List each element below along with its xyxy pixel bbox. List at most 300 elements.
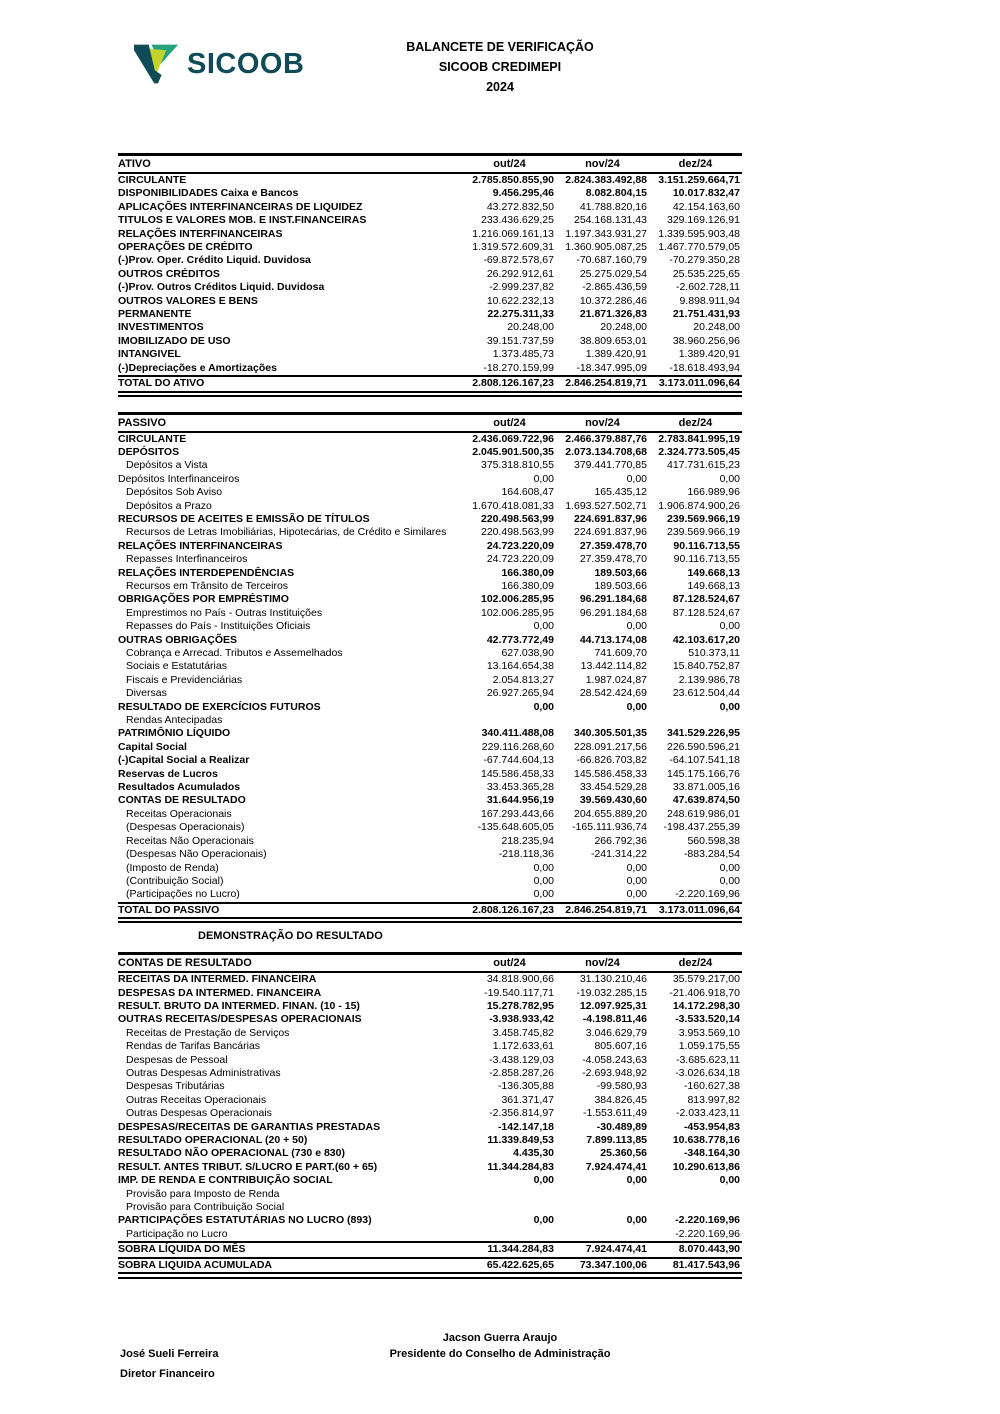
column-header: out/24 xyxy=(463,155,556,174)
row-value: 33.454.529,28 xyxy=(579,781,647,794)
row-value: 3.458.745,82 xyxy=(492,1026,554,1039)
row-label: IMOBILIZADO DE USO xyxy=(118,334,231,347)
row-value xyxy=(463,714,556,727)
row-label: RESULTADO NÃO OPERACIONAL (730 e 830) xyxy=(118,1147,345,1160)
signature-center xyxy=(300,1330,700,1362)
table-row xyxy=(118,848,742,861)
row-label: TOTAL DO PASSIVO xyxy=(118,903,463,920)
row-value: 0,00 xyxy=(719,861,740,874)
row-label: DEPÓSITOS xyxy=(118,445,180,458)
row-value: 1.172.633,61 xyxy=(492,1040,554,1053)
table-row xyxy=(118,1201,742,1214)
row-value: -4.058.243,63 xyxy=(582,1053,647,1066)
row-value: 3.173.011.096,64 xyxy=(649,903,742,920)
row-label: DESPESAS DA INTERMED. FINANCEIRA xyxy=(118,986,322,999)
table-row xyxy=(118,794,742,807)
row-value: 1.373.485,73 xyxy=(492,348,554,361)
row-value: 0,00 xyxy=(719,472,740,485)
row-value: 627.038,90 xyxy=(501,647,554,659)
row-value: 7.924.474,41 xyxy=(585,1160,647,1173)
row-value: -2.693.948,92 xyxy=(582,1066,647,1079)
row-value: 2.324.773.505,45 xyxy=(658,445,740,458)
row-value: 329.169.126,91 xyxy=(667,214,740,227)
row-value: 31.644.956,19 xyxy=(486,794,554,807)
table-row xyxy=(118,187,742,200)
table-row xyxy=(118,241,742,254)
row-value: 39.151.737,59 xyxy=(486,334,554,347)
row-label: RESULTADO OPERACIONAL (20 + 50) xyxy=(118,1134,308,1146)
table-row xyxy=(118,500,742,513)
row-value xyxy=(556,714,649,727)
table-row xyxy=(118,348,742,361)
row-value: 1.059.175,55 xyxy=(678,1040,740,1053)
row-value: 2.073.134.708,68 xyxy=(565,445,647,458)
report-body xyxy=(118,153,742,1279)
table-header-row xyxy=(118,413,742,432)
table-row xyxy=(118,281,742,294)
row-value: 2.824.383.492,88 xyxy=(565,174,647,186)
table-row xyxy=(118,376,742,393)
row-label: (-)Prov. Oper. Crédito Liquid. Duvidosa xyxy=(118,254,311,267)
row-value: 8.082.804,15 xyxy=(585,187,647,200)
report-title: BALANCETE DE VERIFICAÇÃO xyxy=(406,40,594,54)
row-value: -66.826.703,82 xyxy=(576,754,647,767)
row-label: INTANGIVEL xyxy=(118,348,181,361)
row-value: 12.097.925,31 xyxy=(579,999,647,1012)
row-value: 10.017.832,47 xyxy=(672,187,740,200)
ativo-table xyxy=(118,153,742,397)
row-value: -21.406.918,70 xyxy=(669,986,740,999)
signature-left-role: Diretor Financeiro xyxy=(120,1368,215,1380)
row-value: -241.314,22 xyxy=(590,848,647,861)
row-value: 379.441.770,85 xyxy=(574,459,647,472)
row-value: 0,00 xyxy=(719,700,740,713)
table-row xyxy=(118,634,742,647)
row-value: 233.436.629,25 xyxy=(481,214,554,227)
row-label: PARTICIPAÇÕES ESTATUTÁRIAS NO LUCRO (893) xyxy=(118,1214,372,1227)
row-value xyxy=(649,714,742,727)
table-row xyxy=(118,808,742,821)
table-row xyxy=(118,674,742,687)
row-value: -99.580,93 xyxy=(596,1080,647,1093)
row-value: 33.871.005,16 xyxy=(672,781,740,794)
row-value: 2.466.379.887,76 xyxy=(565,432,647,445)
table-row xyxy=(118,335,742,348)
row-label: Provisão para Imposto de Renda xyxy=(126,1187,280,1200)
row-value: 417.731.615,23 xyxy=(667,459,740,472)
row-value: 0,00 xyxy=(533,620,554,633)
row-value: 24.723.220,09 xyxy=(486,553,554,566)
table-row xyxy=(118,1188,742,1201)
row-label: Receitas Não Operacionais xyxy=(126,834,254,847)
row-value: -3.438.129,03 xyxy=(489,1053,554,1066)
row-value: 224.691.837,96 xyxy=(574,512,647,525)
row-label: (Contribuição Social) xyxy=(126,874,224,887)
table-row xyxy=(118,526,742,539)
row-value: -2.220.169,96 xyxy=(675,1227,740,1240)
dre-table xyxy=(118,952,742,1279)
row-value: 204.655.889,20 xyxy=(574,807,647,820)
row-value: 2.783.841.995,19 xyxy=(658,432,740,445)
row-value: 3.151.259.664,71 xyxy=(658,174,740,186)
column-header: out/24 xyxy=(463,954,556,973)
row-label: Fiscais e Previdenciárias xyxy=(126,673,243,686)
column-header: dez/24 xyxy=(649,155,742,174)
row-value: 42.103.617,20 xyxy=(672,633,740,646)
row-value: 164.608,47 xyxy=(501,486,554,499)
table-row xyxy=(118,553,742,566)
row-value: 0,00 xyxy=(626,1214,647,1227)
row-value: 25.275.029,54 xyxy=(579,267,647,280)
row-label: Despesas de Pessoal xyxy=(126,1053,228,1066)
row-value: 25.360,56 xyxy=(600,1147,647,1160)
row-value: 1.389.420,91 xyxy=(585,348,647,361)
row-value: -18.347.995,09 xyxy=(576,361,647,374)
row-value: 189.503,66 xyxy=(594,566,647,579)
table-row xyxy=(118,647,742,660)
row-value: -19.540.117,71 xyxy=(484,986,554,999)
table-row xyxy=(118,513,742,526)
row-value xyxy=(463,1228,556,1242)
row-value: -160.627,38 xyxy=(683,1080,740,1093)
row-value: 34.818.900,66 xyxy=(486,973,554,986)
row-label: OUTROS CRÉDITOS xyxy=(118,267,220,280)
row-value: 38.809.653,01 xyxy=(579,334,647,347)
table-row xyxy=(118,987,742,1000)
row-value: 26.292.912,61 xyxy=(486,267,554,280)
row-label: SOBRA LIQUIDA ACUMULADA xyxy=(118,1258,463,1276)
row-value: 102.006.285,95 xyxy=(481,606,554,619)
row-value: 44.713.174,08 xyxy=(579,633,647,646)
row-label: RESULT. ANTES TRIBUT. S/LUCRO E PART.(60 + 65) xyxy=(118,1160,378,1173)
table-row xyxy=(118,1040,742,1053)
table-row xyxy=(118,432,742,446)
row-value: 1.216.069.161,13 xyxy=(472,227,554,240)
row-value: 145.586.458,33 xyxy=(574,767,647,780)
table-row xyxy=(118,687,742,700)
row-value: 21.871.326,83 xyxy=(579,308,647,321)
row-value: 254.168.131,43 xyxy=(574,214,647,227)
table-row xyxy=(118,567,742,580)
row-value: 13.164.654,38 xyxy=(486,660,554,673)
signature-left xyxy=(120,1344,218,1384)
table-row xyxy=(118,214,742,227)
row-label: OUTRAS OBRIGAÇÕES xyxy=(118,633,238,646)
column-header: nov/24 xyxy=(556,155,649,174)
row-value: 2.436.069.722,96 xyxy=(472,432,554,445)
table-header-label: ATIVO xyxy=(118,155,463,174)
row-value xyxy=(649,1201,742,1214)
table-row xyxy=(118,1174,742,1187)
row-value: 2.139.986,78 xyxy=(678,673,740,686)
table-row xyxy=(118,660,742,673)
table-row xyxy=(118,1080,742,1093)
row-value: 20.248,00 xyxy=(507,321,554,334)
row-value: 1.987.024,87 xyxy=(585,673,647,686)
row-value: 2.846.254.819,71 xyxy=(556,376,649,393)
row-value: 10.290.613,86 xyxy=(672,1160,740,1173)
row-value: 8.070.443,90 xyxy=(649,1242,742,1257)
row-label: RECURSOS DE ACEITES E EMISSÃO DE TÍTULOS xyxy=(118,512,370,525)
row-value: -453.954,83 xyxy=(683,1120,740,1133)
row-value: -2.858.287,26 xyxy=(489,1066,554,1079)
row-label: Depósitos Interfinanceiros xyxy=(118,472,240,485)
table-row xyxy=(118,754,742,767)
table-row xyxy=(118,781,742,794)
row-value: -70.279.350,28 xyxy=(669,254,740,267)
table-row xyxy=(118,1054,742,1067)
report-subtitle: SICOOB CREDIMEPI xyxy=(438,60,562,74)
row-value: 21.751.431,93 xyxy=(672,308,740,321)
row-value: 87.128.524,67 xyxy=(672,593,740,606)
row-value: -142.147,18 xyxy=(497,1120,554,1133)
table-row xyxy=(118,173,742,187)
table-row xyxy=(118,321,742,334)
table-row xyxy=(118,580,742,593)
signature-center-role: Presidente do Conselho de Administração xyxy=(389,1348,611,1360)
row-label: OBRIGAÇÕES POR EMPRÉSTIMO xyxy=(118,593,289,606)
row-value: 65.422.625,65 xyxy=(463,1258,556,1276)
row-value: 4.435,30 xyxy=(513,1147,554,1160)
row-value: -348.164,30 xyxy=(683,1147,740,1160)
row-value: 102.006.285,95 xyxy=(481,593,554,606)
row-label: APLICAÇÕES INTERFINANCEIRAS DE LIQUIDEZ xyxy=(118,200,363,213)
table-row xyxy=(118,201,742,214)
table-row xyxy=(118,701,742,714)
row-value: 11.344.284,83 xyxy=(487,1160,554,1173)
row-value: 341.529.226,95 xyxy=(667,727,740,740)
row-value: 145.586.458,33 xyxy=(481,767,554,780)
row-label: Receitas de Prestação de Serviços xyxy=(126,1026,290,1039)
column-header: nov/24 xyxy=(556,413,649,432)
row-value: 13.442.114,82 xyxy=(580,660,647,673)
table-row xyxy=(118,1094,742,1107)
row-value: 31.130.210,46 xyxy=(579,973,647,986)
row-value: 23.612.504,44 xyxy=(672,687,740,700)
row-value: 340.411.488,08 xyxy=(481,727,554,740)
table-row xyxy=(118,888,742,902)
row-value: 220.498.563,99 xyxy=(481,512,554,525)
row-value xyxy=(556,1228,649,1242)
row-label: Rendas Antecipadas xyxy=(126,714,223,727)
table-row xyxy=(118,295,742,308)
column-header: out/24 xyxy=(463,413,556,432)
row-value: 10.622.232,13 xyxy=(486,294,554,307)
row-value: -70.687.160,79 xyxy=(576,254,647,267)
table-row xyxy=(118,972,742,986)
row-value: -18.270.159,99 xyxy=(483,361,554,374)
row-value: 41.788.820,16 xyxy=(579,200,647,213)
row-value: -30.489,89 xyxy=(596,1120,647,1133)
row-label: PERMANENTE xyxy=(118,308,192,321)
row-value: 96.291.184,68 xyxy=(579,606,647,619)
row-value: 0,00 xyxy=(626,472,647,485)
row-value: 7.924.474,41 xyxy=(556,1242,649,1257)
table-header-row xyxy=(118,155,742,174)
row-label: Repasses do País - Instituições Oficiais xyxy=(126,620,311,633)
row-value: 0,00 xyxy=(626,861,647,874)
row-value: 0,00 xyxy=(626,874,647,887)
row-value: -2.220.169,96 xyxy=(675,1214,740,1227)
column-header: dez/24 xyxy=(649,954,742,973)
row-label: CIRCULANTE xyxy=(118,174,187,186)
row-value: 90.116.713,55 xyxy=(673,539,740,552)
row-value: 384.826,45 xyxy=(594,1093,647,1106)
row-label: Diversas xyxy=(126,687,167,700)
row-label: RELAÇÕES INTERFINANCEIRAS xyxy=(118,227,283,240)
row-value: -2.602.728,11 xyxy=(675,281,740,294)
row-value: 813.997,82 xyxy=(687,1093,740,1106)
row-value: 9.898.911,94 xyxy=(679,294,740,307)
row-value: 239.569.966,19 xyxy=(667,512,740,525)
row-value: -1.553.611,49 xyxy=(582,1107,647,1120)
row-value: 0,00 xyxy=(533,874,554,887)
row-value: 2.054.813,27 xyxy=(492,673,554,686)
row-value: 39.569.430,60 xyxy=(579,794,647,807)
row-value: 2.846.254.819,71 xyxy=(556,903,649,920)
row-label: Receitas Operacionais xyxy=(126,807,232,820)
table-header-label: CONTAS DE RESULTADO xyxy=(118,954,463,973)
row-value: 1.467.770.579,05 xyxy=(658,241,740,254)
row-value: 0,00 xyxy=(719,1174,740,1187)
row-value: 1.360.905.087,25 xyxy=(565,241,647,254)
row-value: 42.154.163,60 xyxy=(672,200,740,213)
row-value: 228.091.217,56 xyxy=(574,740,647,753)
row-label: Outras Despesas Administrativas xyxy=(126,1066,281,1079)
row-value: 43.272.832,50 xyxy=(486,200,554,213)
row-value: -2.356.814,97 xyxy=(489,1107,554,1120)
row-label: (Imposto de Renda) xyxy=(126,861,219,874)
column-header: nov/24 xyxy=(556,954,649,973)
row-label: (-)Depreciações e Amortizações xyxy=(118,361,277,374)
row-value: 229.116.268,60 xyxy=(481,740,554,753)
table-row xyxy=(118,593,742,606)
row-label: (-)Capital Social a Realizar xyxy=(118,754,250,767)
row-label: OUTROS VALORES E BENS xyxy=(118,294,258,307)
row-label: RECEITAS DA INTERMED. FINANCEIRA xyxy=(118,973,317,986)
row-value: 375.318.810,55 xyxy=(481,459,554,472)
table-row xyxy=(118,903,742,920)
row-value: 22.275.311,33 xyxy=(487,308,554,321)
row-value: 1.339.595.903,48 xyxy=(658,227,740,240)
table-row xyxy=(118,1013,742,1026)
row-label: Provisão para Contribuição Social xyxy=(126,1201,285,1214)
row-value: -3.026.634,18 xyxy=(675,1066,740,1079)
row-value: 340.305.501,35 xyxy=(574,727,647,740)
row-value: 239.569.966,19 xyxy=(667,526,740,539)
row-label: Rendas de Tarifas Bancárias xyxy=(126,1040,261,1053)
row-label: TOTAL DO ATIVO xyxy=(118,376,463,393)
row-label: CIRCULANTE xyxy=(118,432,187,445)
row-value: 33.453.365,28 xyxy=(486,781,554,794)
row-label: Participação no Lucro xyxy=(126,1227,228,1240)
row-label: RELAÇÕES INTERDEPENDÊNCIAS xyxy=(118,566,295,579)
row-value: 145.175.166,76 xyxy=(667,767,740,780)
report-year: 2024 xyxy=(486,80,514,94)
row-value: -18.618.493,94 xyxy=(669,361,740,374)
table-row xyxy=(118,1147,742,1160)
row-label: Depósitos Sob Aviso xyxy=(126,486,223,499)
dre-section-title: DEMONSTRAÇÃO DO RESULTADO xyxy=(198,930,383,943)
table-row xyxy=(118,1107,742,1120)
row-value xyxy=(649,1188,742,1201)
row-value: 3.953.569,10 xyxy=(678,1026,740,1039)
signature-left-name: José Sueli Ferreira xyxy=(120,1348,219,1360)
table-row xyxy=(118,875,742,888)
row-value: 3.173.011.096,64 xyxy=(649,376,742,393)
table-row xyxy=(118,862,742,875)
row-value: -19.032.285,15 xyxy=(576,986,647,999)
table-row xyxy=(118,1258,742,1276)
table-row xyxy=(118,459,742,472)
row-value: -2.999.237,82 xyxy=(489,281,554,294)
table-row xyxy=(118,362,742,376)
row-label: RESULTADO DE EXERCÍCIOS FUTUROS xyxy=(118,700,321,713)
row-label: (Despesas Operacionais) xyxy=(126,821,245,834)
row-label: RELAÇÕES INTERFINANCEIRAS xyxy=(118,539,283,552)
row-label: CONTAS DE RESULTADO xyxy=(118,794,246,807)
row-value: 10.372.286,46 xyxy=(579,294,647,307)
row-label: Despesas Tributárias xyxy=(126,1080,225,1093)
row-label: Repasses Interfinanceiros xyxy=(126,553,248,566)
table-row xyxy=(118,714,742,727)
row-value: 226.590.596,21 xyxy=(667,740,740,753)
row-value: 0,00 xyxy=(533,1174,554,1187)
row-value: 20.248,00 xyxy=(693,321,740,334)
row-value: -67.744.604,13 xyxy=(483,754,554,767)
row-value: 166.380,09 xyxy=(501,566,554,579)
logo-wordmark: SICOOB xyxy=(187,48,305,80)
row-value: 2.785.850.855,90 xyxy=(472,174,554,186)
row-label: Reservas de Lucros xyxy=(118,767,218,780)
row-value: 35.579.217,00 xyxy=(672,973,740,986)
row-value: 27.359.478,70 xyxy=(579,539,647,552)
passivo-table xyxy=(118,412,742,924)
table-row xyxy=(118,768,742,781)
row-value: 220.498.563,99 xyxy=(481,526,554,539)
row-value: 11.344.284,83 xyxy=(463,1242,556,1257)
table-row xyxy=(118,1000,742,1013)
row-value: 0,00 xyxy=(719,620,740,633)
row-value: 266.792,36 xyxy=(594,834,647,847)
row-value: 0,00 xyxy=(626,620,647,633)
row-label: Depósitos a Vista xyxy=(126,459,208,472)
table-row xyxy=(118,1242,742,1257)
row-value: -2.033.423,11 xyxy=(675,1107,740,1120)
row-value: 0,00 xyxy=(626,700,647,713)
table-row xyxy=(118,821,742,834)
row-value: 0,00 xyxy=(626,888,647,901)
row-value xyxy=(556,1201,649,1214)
row-label: Cobrança e Arrecad. Tributos e Assemelhados xyxy=(126,647,343,659)
table-row xyxy=(118,741,742,754)
row-value: 0,00 xyxy=(533,1214,554,1227)
row-value: 1.693.527.502,71 xyxy=(565,499,647,512)
table-row xyxy=(118,473,742,486)
row-value: 15.278.782,95 xyxy=(486,999,554,1012)
row-value: 224.691.837,96 xyxy=(574,526,647,539)
row-value: 560.598,38 xyxy=(687,834,740,847)
row-value: -4.198.811,46 xyxy=(582,1013,647,1026)
row-value: 7.899.113,85 xyxy=(586,1134,647,1146)
row-value: -3.533.520,14 xyxy=(675,1013,740,1026)
row-label: Outras Receitas Operacionais xyxy=(126,1093,267,1106)
table-header-label: PASSIVO xyxy=(118,413,463,432)
row-value: 0,00 xyxy=(719,874,740,887)
signature-center-name: Jacson Guerra Araujo xyxy=(442,1332,558,1344)
row-label: OPERAÇÕES DE CRÉDITO xyxy=(118,241,253,254)
row-value: 73.347.100,06 xyxy=(556,1258,649,1276)
